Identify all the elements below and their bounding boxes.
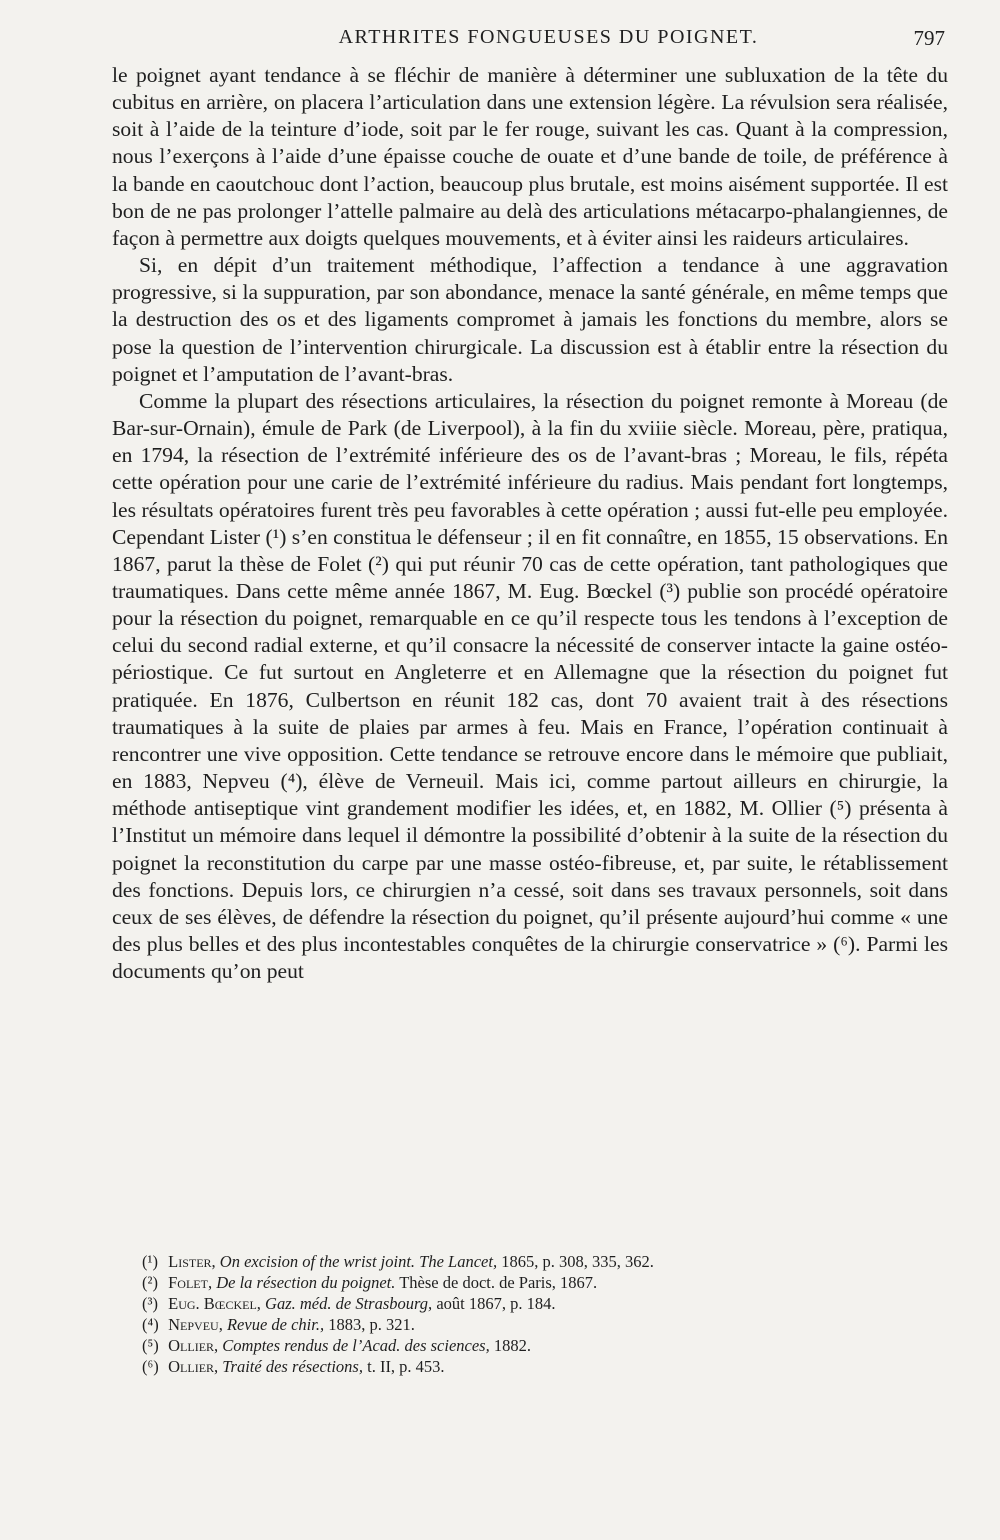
footnote-details: 1865, p. 308, 335, 362. xyxy=(501,1252,654,1271)
footnote-details: 1883, p. 321. xyxy=(328,1315,415,1334)
footnote-title: Gaz. méd. de Strasbourg, xyxy=(265,1294,433,1313)
footnote-title: De la résection du poignet. xyxy=(216,1273,396,1292)
body-text xyxy=(112,62,948,985)
footnote-title: Revue de chir., xyxy=(226,1315,325,1334)
footnote-title: Traité des résections, xyxy=(222,1357,363,1376)
footnote-author: Ollier, xyxy=(168,1357,219,1376)
footnote-number: (²) xyxy=(142,1273,158,1292)
running-head xyxy=(112,26,945,60)
paragraph-2: Si, en dépit d’un traitement méthodique, l’affection a tendance à une aggravation progressive, si la suppuration, par son abondance, menace la santé générale, en même temps que la destruction des os et des ligaments compromet à jamais les fonctions du membre, alors se pose la question de l’intervention chirurgicale. La discussion est à établir entre la résection du poignet et l’amputation de l’avant-bras. xyxy=(112,253,948,386)
footnote-title: Comptes rendus de l’Acad. des sciences, xyxy=(222,1336,490,1355)
footnote-title: On excision of the wrist joint. The Lancet, xyxy=(219,1252,498,1271)
footnote-number: (¹) xyxy=(142,1252,158,1271)
footnote-number: (³) xyxy=(142,1294,158,1313)
footnote-details: août 1867, p. 184. xyxy=(436,1294,556,1313)
page-number: 797 xyxy=(913,26,945,50)
footnote-5 xyxy=(142,1335,942,1356)
footnote-author: Lister, xyxy=(168,1252,216,1271)
footnote-author: Folet, xyxy=(168,1273,213,1292)
footnotes xyxy=(142,1251,942,1377)
footnote-number: (⁶) xyxy=(142,1357,159,1376)
footnote-details: t. II, p. 453. xyxy=(367,1357,445,1376)
footnote-details: 1882. xyxy=(493,1336,531,1355)
footnote-author: Eug. Bœckel, xyxy=(168,1294,261,1313)
running-title: ARTHRITES FONGUEUSES DU POIGNET. xyxy=(338,26,759,48)
paragraph-1: le poignet ayant tendance à se fléchir de manière à déterminer une subluxation de la tête du cubitus en arrière, on placera l’articulation dans une extension légère. La révulsion sera réalisée, soit à l’aide de la teinture d’iode, soit par le fer rouge, suivant les cas. Quant à la compression, nous l’exerçons à l’aide d’une épaisse couche de ouate et d’une bande de toile, de préférence à la bande en caoutchouc dont l’action, beaucoup plus brutale, est moins aisément supportée. Il est bon de ne pas prolonger l’attelle palmaire au delà des articulations métacarpo-phalangiennes, de façon à permettre aux doigts quelques mouvements, et à éviter ainsi les raideurs articulaires. xyxy=(112,63,948,250)
footnote-3 xyxy=(142,1293,942,1314)
footnote-1 xyxy=(142,1251,942,1272)
footnote-6 xyxy=(142,1356,942,1377)
footnote-2 xyxy=(142,1272,942,1293)
footnote-author: Ollier, xyxy=(168,1336,219,1355)
footnote-number: (⁵) xyxy=(142,1336,159,1355)
footnote-4 xyxy=(142,1314,942,1335)
footnote-number: (⁴) xyxy=(142,1315,159,1334)
paragraph-3: Comme la plupart des résections articulaires, la résection du poignet remonte à Moreau (de Bar-sur-Ornain), émule de Park (de Liverpool), à la fin du xviiie siècle. Moreau, père, pratiqua, en 1794, la résection de l’extrémité inférieure des os de l’avant-bras ; Moreau, le fils, répéta cette opération pour une carie de l’extrémité inférieure du radius. Mais pendant fort longtemps, les résultats opératoires furent très peu favorables à cette opération ; aussi fut-elle peu employée. Cependant Lister (¹) s’en constitua le défenseur ; il en fit connaître, en 1855, 15 observations. En 1867, parut la thèse de Folet (²) qui put réunir 70 cas de cette opération, tant pathologiques que traumatiques. Dans cette même année 1867, M. Eug. Bœckel (³) publie son procédé opératoire pour la résection du poignet, remarquable en ce qu’il respecte tous les tendons à l’exception de celui du second radial externe, et qu’il consacre la nécessité de conserver intacte la gaine ostéo-périostique. Ce fut surtout en Angleterre et en Allemagne que la résection du poignet fut pratiquée. En 1876, Culbertson en réunit 182 cas, dont 70 avaient trait à des résections traumatiques à la suite de plaies par armes à feu. Mais en France, l’opération continuait à rencontrer une vive opposition. Cette tendance se retrouve encore dans le mémoire que publiait, en 1883, Nepveu (⁴), élève de Verneuil. Mais ici, comme partout ailleurs en chirurgie, la méthode antiseptique vint grandement modifier les idées, et, en 1882, M. Ollier (⁵) présenta à l’Institut un mémoire dans lequel il démontre la possibilité d’obtenir à la suite de la résection du poignet la reconstitution du carpe par une masse ostéo-fibreuse, et, par suite, le rétablissement des fonctions. Depuis lors, ce chirurgien n’a cessé, soit dans ses travaux personnels, soit dans ceux de ses élèves, de défendre la résection du poignet, qu’il présente aujourd’hui comme « une des plus belles et des plus incontestables conquêtes de la chirurgie conservatrice » (⁶). Parmi les documents qu’on peut xyxy=(112,388,948,984)
footnote-author: Nepveu, xyxy=(168,1315,223,1334)
footnote-details: Thèse de doct. de Paris, 1867. xyxy=(399,1273,598,1292)
